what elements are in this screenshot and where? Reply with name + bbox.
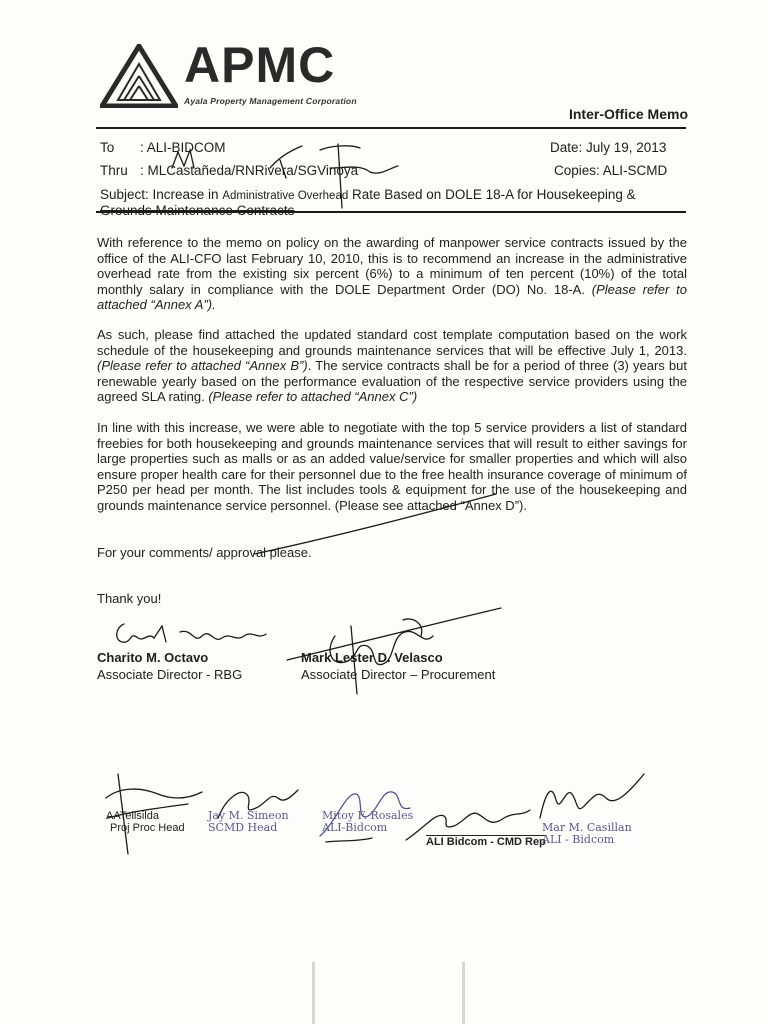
memo-type: Inter-Office Memo	[568, 106, 688, 122]
to-value: : ALI-BIDCOM	[140, 140, 226, 155]
logo-subtitle: Ayala Property Management Corporation	[184, 96, 357, 106]
signatory-1-title: Associate Director - RBG	[97, 667, 243, 682]
scan-edge-left	[312, 962, 315, 1024]
paragraph-1-text: With reference to the memo on policy on the awarding of manpower service contracts issued by the office of the ALI-CFO last February 10, 2010, this is to recommend an increase in the administrative overhead rate from the existing six percent (6%) to a minimum of ten percent (10%) of the total monthly salary in compliance with the DOLE Department Order (DO) No. 18-A.	[97, 235, 687, 297]
header-rule	[96, 127, 686, 129]
memo-copies: Copies: ALI-SCMD	[554, 163, 668, 178]
approver-3-title: ALI-Bidcom	[322, 821, 388, 834]
logo-wordmark: APMC	[184, 37, 336, 93]
memo-date: Date: July 19, 2013	[550, 140, 667, 155]
apmc-logo-icon	[100, 44, 178, 108]
scan-edge-right	[462, 962, 465, 1024]
approver-4-name: ALI Bidcom - CMD Rep	[426, 836, 546, 848]
approver-5-signature-icon	[536, 770, 650, 824]
signatory-1-name: Charito M. Octavo	[97, 650, 209, 665]
subject-suffix: Rate Based on DOLE 18-A for Housekeeping &	[348, 187, 636, 202]
paragraph-4: For your comments/ approval please.	[97, 545, 312, 560]
subject-small: Administrative Overhead	[222, 190, 349, 202]
approver-2-name: Jay M. Simeon	[208, 809, 289, 822]
approver-1-title: Proj Proc Head	[110, 822, 185, 834]
paragraph-3: In line with this increase, we were able to negotiate with the top 5 service providers a list of standard freebies for both housekeeping and grounds maintenance services that will result to either savings for large properties such as malls or as an added value/service for smaller properties and which will also ensure proper health care for their personnel due to the free health insurance coverage of minimum of P250 per head per month. The list includes tools & equipment for the use of the housekeeping and grounds maintenance service personnel. (Please see attached “Annex D”).	[97, 420, 687, 513]
approver-5-title: ALI - Bidcom	[542, 833, 615, 846]
paragraph-1	[97, 235, 687, 313]
approver-5-name: Mar M. Casillan	[542, 821, 632, 834]
subject-prefix: Subject: Increase in	[100, 187, 223, 202]
approval-stroke-icon	[250, 488, 500, 560]
annex-b-reference: (Please refer to attached “Annex B”)	[97, 358, 308, 373]
thru-value: : MLCastañeda/RNRivera/SGVinoya	[140, 163, 359, 178]
approver-3-name: Mitoy F. Rosales	[322, 809, 414, 822]
approver-1-name: AATeilsilda	[106, 810, 159, 822]
closing-text: Thank you!	[97, 591, 162, 606]
annex-a-reference: (Please refer to attached “Annex A”).	[97, 281, 687, 312]
paragraph-2-text-b: . The service contracts shall be for a period of three (3) years but renewable yearly based on the performance evaluation of the respective service providers using the agreed SLA rating.	[97, 358, 687, 404]
signatory-2-title: Associate Director – Procurement	[301, 667, 496, 682]
paragraph-2	[97, 327, 687, 405]
octavo-signature-icon	[110, 618, 270, 652]
annex-c-reference: (Please refer to attached “Annex C”)	[208, 389, 418, 404]
to-label: To	[100, 140, 115, 155]
thru-label: Thru	[100, 163, 128, 178]
initials-signature-icon	[170, 138, 410, 228]
paragraph-2-text: As such, please find attached the updated standard cost template computation based on the work schedule of the housekeeping and grounds maintenance services that will be effective July 1, 2013.	[97, 327, 687, 358]
signatory-2-name: Mark Lester D. Velasco	[301, 650, 443, 665]
approver-2-title: SCMD Head	[208, 821, 278, 834]
